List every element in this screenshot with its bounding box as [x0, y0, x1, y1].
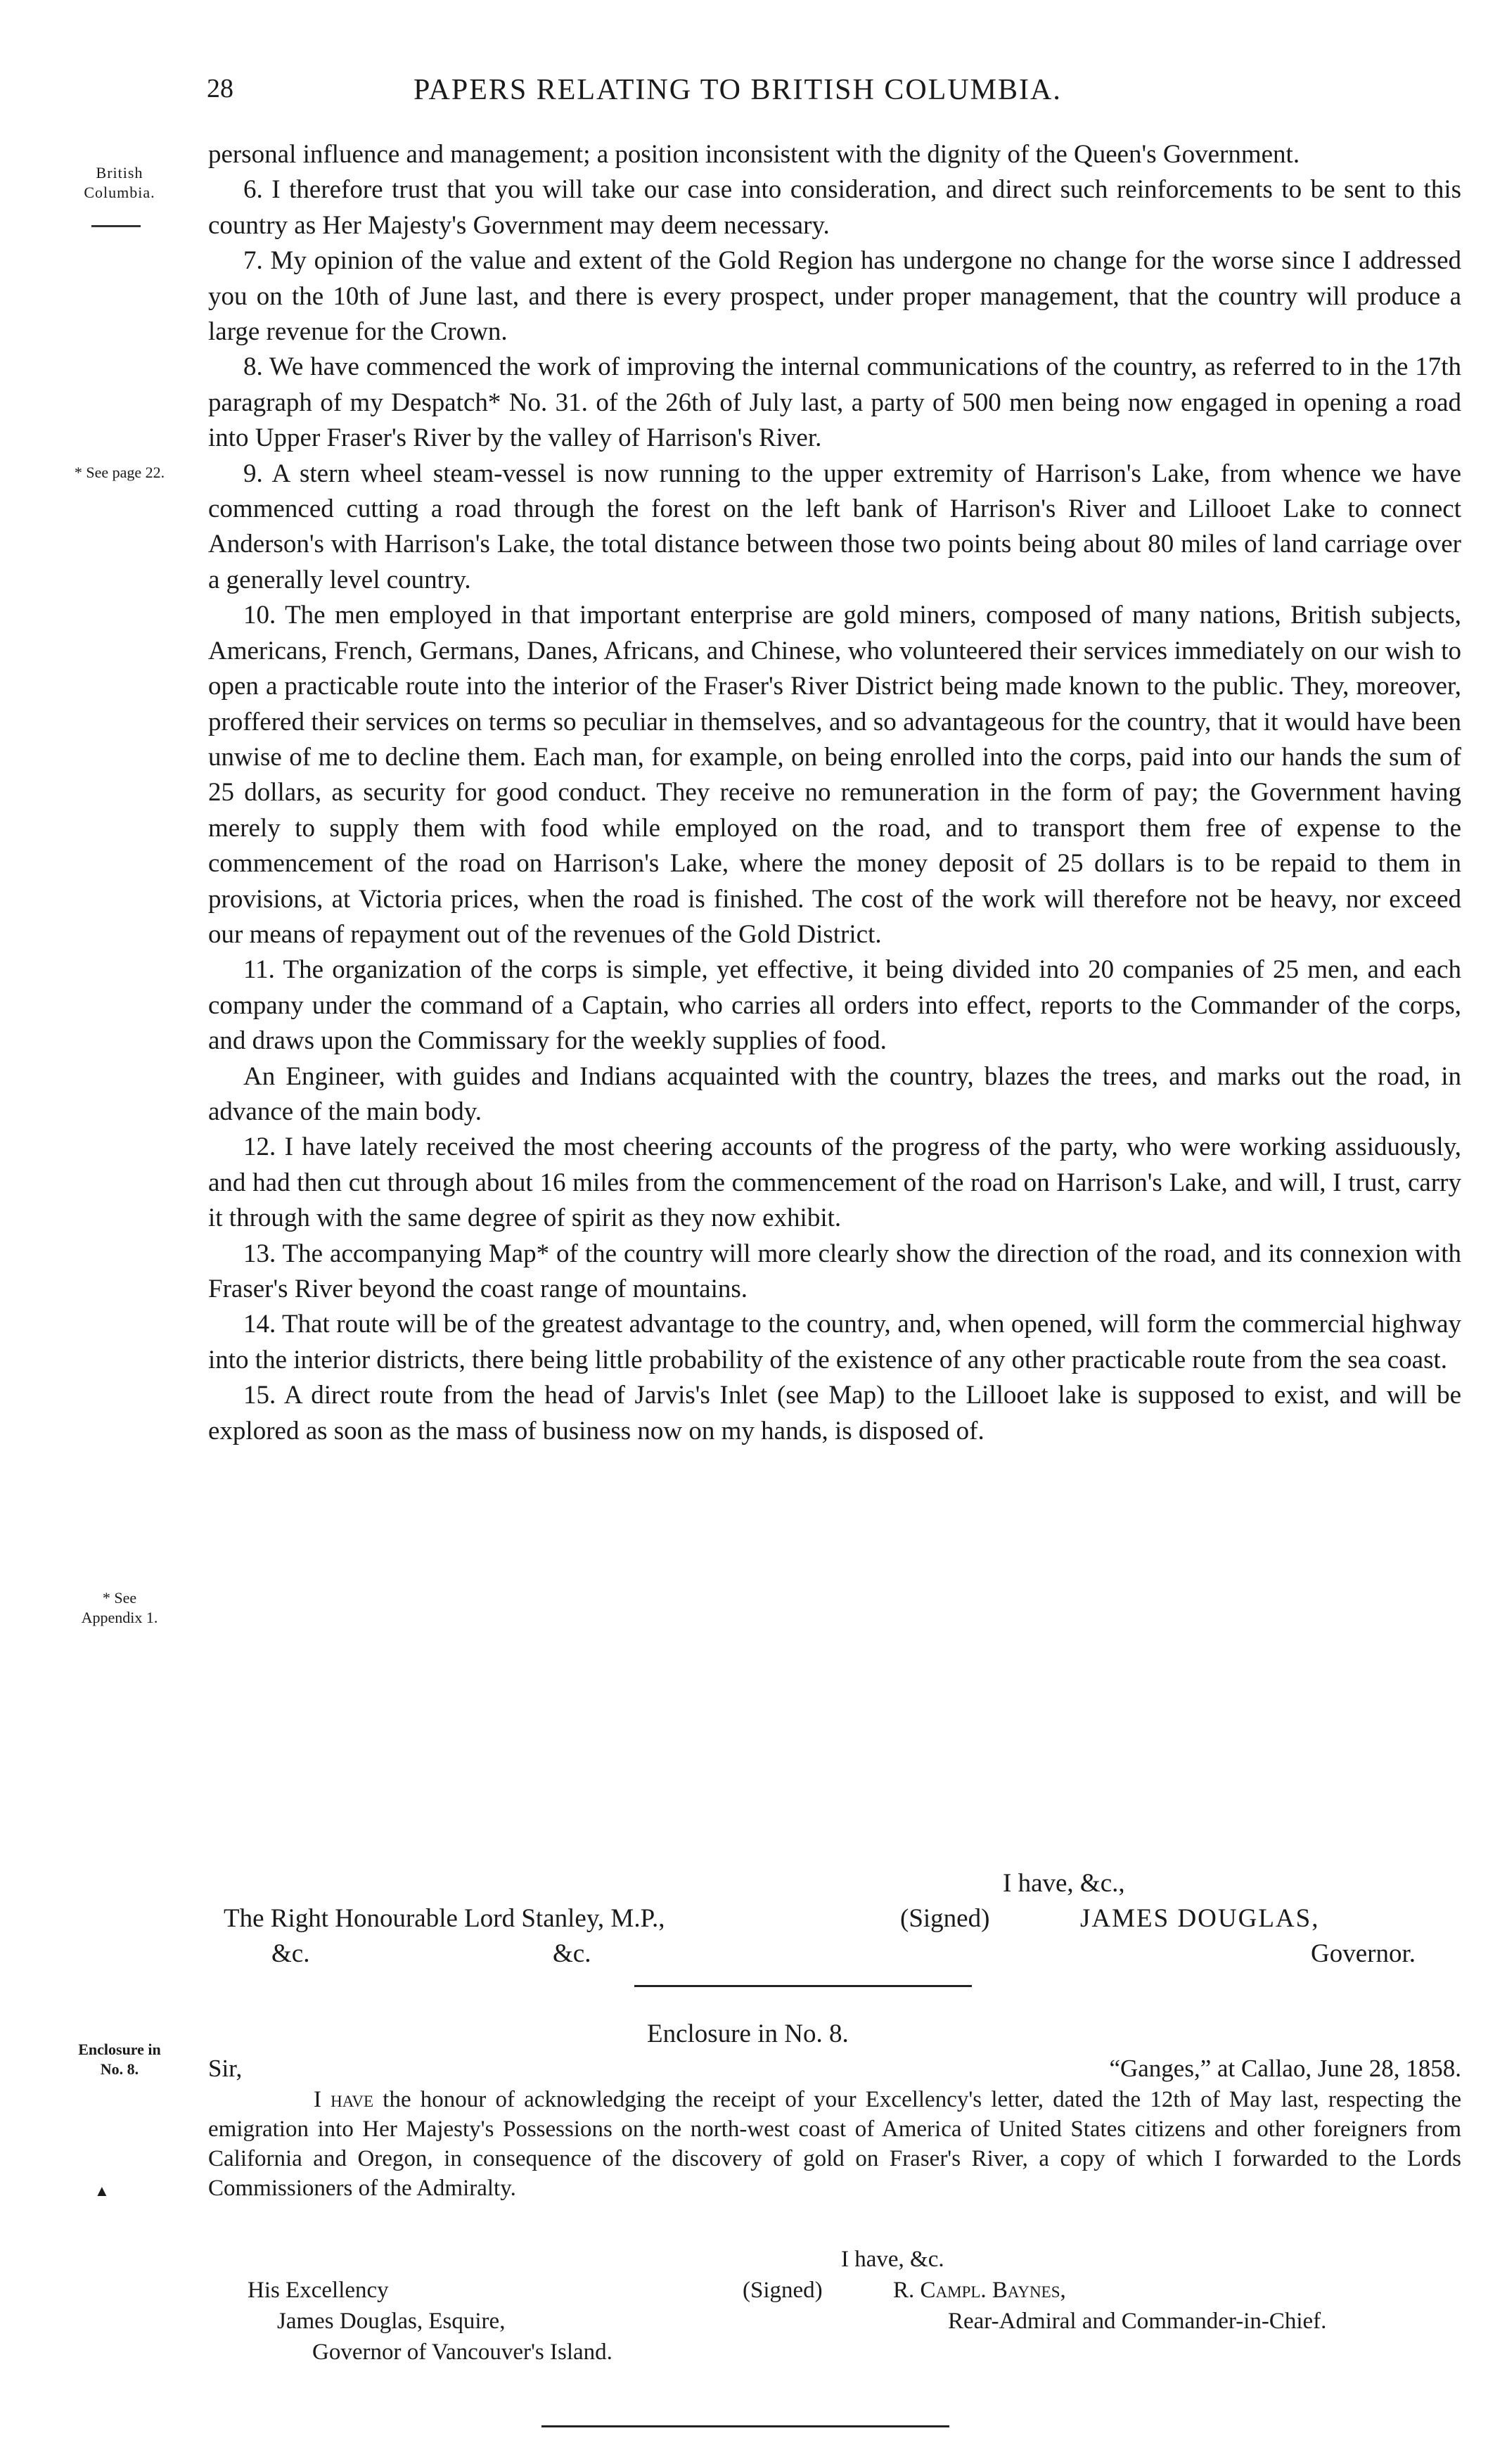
signoff-etc-2: &c. [553, 1939, 591, 1968]
enclosure-recipient: James Douglas, Esquire, [277, 2309, 506, 2334]
signoff-i-have: I have, &c., [1003, 1869, 1125, 1898]
enclosure-dateline: “Ganges,” at Callao, June 28, 1858. [1109, 2055, 1461, 2082]
margin-note-enclosure-line2: No. 8. [100, 2060, 139, 2078]
signoff-governor: Governor. [1311, 1939, 1416, 1968]
section-divider [634, 1985, 972, 1987]
paragraph-continued: personal influence and management; a position inconsistent with the dignity of the Queen's Government. [208, 140, 1300, 169]
enclosure-text [208, 2085, 1461, 2203]
margin-note-appendix [42, 1588, 197, 1628]
enclosure-i-have: I have, &c. [841, 2247, 944, 2272]
enclosure-body: the honour of acknowledging the receipt of your Excellency's letter, dated the 12th of May last, respecting the emigration into Her Majesty's Possessions on the north-west coast of America of United States citizens and other foreigners from California and Oregon, in consequence of the discovery of gold on Fraser's River, a copy of which I forwarded to the Lords Commissioners of the Admiralty. [208, 2087, 1461, 2201]
enclosure-recipient-title: Governor of Vancouver's Island. [312, 2339, 612, 2365]
signoff-name: JAMES DOUGLAS, [1080, 1904, 1320, 1933]
enclosure-signer: R. Campl. Baynes, [893, 2278, 1066, 2303]
paragraph-7: 7. My opinion of the value and extent of the Gold Region has undergone no change for the worse since I addressed you on the 10th of June last, and there is every prospect, under proper management, that the country will produce a large revenue for the Crown. [208, 246, 1461, 347]
paragraph-10: 10. The men employed in that important enterprise are gold miners, composed of many nations, British subjects, Americans, French, Germans, Danes, Africans, and Chinese, who volunteered their services immediately on our wish to open a practicable route into the interior of the Fraser's River District being made known to the public. They, moreover, proffered their services on terms so peculiar in themselves, and so advantageous for the country, that it would have been unwise of me to decline them. Each man, for example, on being enrolled into the corps, paid into our hands the sum of 25 dollars, as security for good conduct. They receive no remuneration in the form of pay; the Government having merely to supply them with food while employed on the road, and to transport them free of expense to the commencement of the road on Harrison's Lake, where the money deposit of 25 dollars is to be repaid to them in provisions, at Victoria prices, when the road is finished. The cost of the work will therefore not be heavy, nor exceed our means of repayment out of the revenues of the Gold District. [208, 601, 1461, 949]
margin-heading-line2: Columbia. [84, 184, 155, 201]
enclosure-rank: Rear-Admiral and Commander-in-Chief. [948, 2309, 1327, 2334]
margin-heading-line1: British [96, 164, 143, 181]
margin-note-appendix-label: Appendix 1. [81, 1609, 158, 1626]
page-number: 28 [207, 74, 233, 103]
closing-divider [541, 2425, 949, 2427]
margin-note-enclosure-line1: Enclosure in [78, 2041, 161, 2058]
paragraph-13: 13. The accompanying Map* of the country will more clearly show the direction of the road, and its connexion with Fraser's River beyond the coast range of mountains. [208, 1239, 1461, 1303]
despatch-body [208, 137, 1461, 1449]
signoff-etc-1: &c. [271, 1939, 310, 1968]
margin-note-see: * See [102, 1589, 137, 1607]
enclosure-his-excellency: His Excellency [248, 2278, 389, 2303]
margin-note-enclosure [42, 2040, 197, 2079]
running-title: PAPERS RELATING TO BRITISH COLUMBIA. [413, 74, 1062, 106]
paragraph-12: 12. I have lately received the most cheering accounts of the progress of the party, who were working assiduously, and had then cut through about 16 miles from the commencement of the road on Harrison's Lake, and will, I trust, carry it through with the same degree of spirit as they now exhibit. [208, 1132, 1461, 1233]
paragraph-14: 14. That route will be of the greatest advantage to the country, and, when opened, will form the commercial highway into the interior districts, there being little probability of the existence of any other practicable route from the sea coast. [208, 1310, 1461, 1374]
paragraph-15: 15. A direct route from the head of Jarvis's Inlet (see Map) to the Lillooet lake is supposed to exist, and will be explored as soon as the mass of business now on my hands, is disposed of. [208, 1381, 1461, 1445]
margin-heading [42, 163, 197, 203]
page-header [203, 73, 1440, 115]
margin-divider [91, 225, 141, 227]
paragraph-9: 9. A stern wheel steam-vessel is now running to the upper extremity of Harrison's Lake, from whence we have commenced cutting a road through the forest on the left bank of Harrison's River and Lillooet Lake to connect Anderson's with Harrison's Lake, the total distance between those two points being about 80 miles of land carriage over a generally level country. [208, 459, 1461, 594]
paragraph-6: 6. I therefore trust that you will take our case into consideration, and direct such reinforcements to be sent to this country as Her Majesty's Government may deem necessary. [208, 175, 1461, 240]
enclosure-salutation: Sir, [208, 2055, 243, 2082]
margin-marker-icon: ▲ [94, 2182, 110, 2200]
signoff-addressee: The Right Honourable Lord Stanley, M.P., [224, 1904, 665, 1933]
enclosure-signed: (Signed) [743, 2278, 823, 2303]
enclosure-title: Enclosure in No. 8. [647, 2019, 849, 2048]
paragraph-11: 11. The organization of the corps is simple, yet effective, it being divided into 20 companies of 25 men, and each company under the command of a Captain, who carries all orders into effect, reports to the Commander of the corps, and draws upon the Commissary for the weekly supplies of food. [208, 955, 1461, 1056]
margin-note-see-page: * See page 22. [74, 464, 165, 481]
enclosure-first-words: I have [314, 2087, 374, 2112]
paragraph-8: 8. We have commenced the work of improving the internal communications of the country, as referred to in the 17th paragraph of my Despatch* No. 31. of the 26th of July last, a party of 500 men being now engaged in opening a road into Upper Fraser's River by the valley of Harrison's River. [208, 352, 1461, 453]
signoff-signed: (Signed) [900, 1904, 990, 1933]
paragraph-11-continued: An Engineer, with guides and Indians acquainted with the country, blazes the trees, and marks out the road, in advance of the main body. [208, 1061, 1461, 1126]
